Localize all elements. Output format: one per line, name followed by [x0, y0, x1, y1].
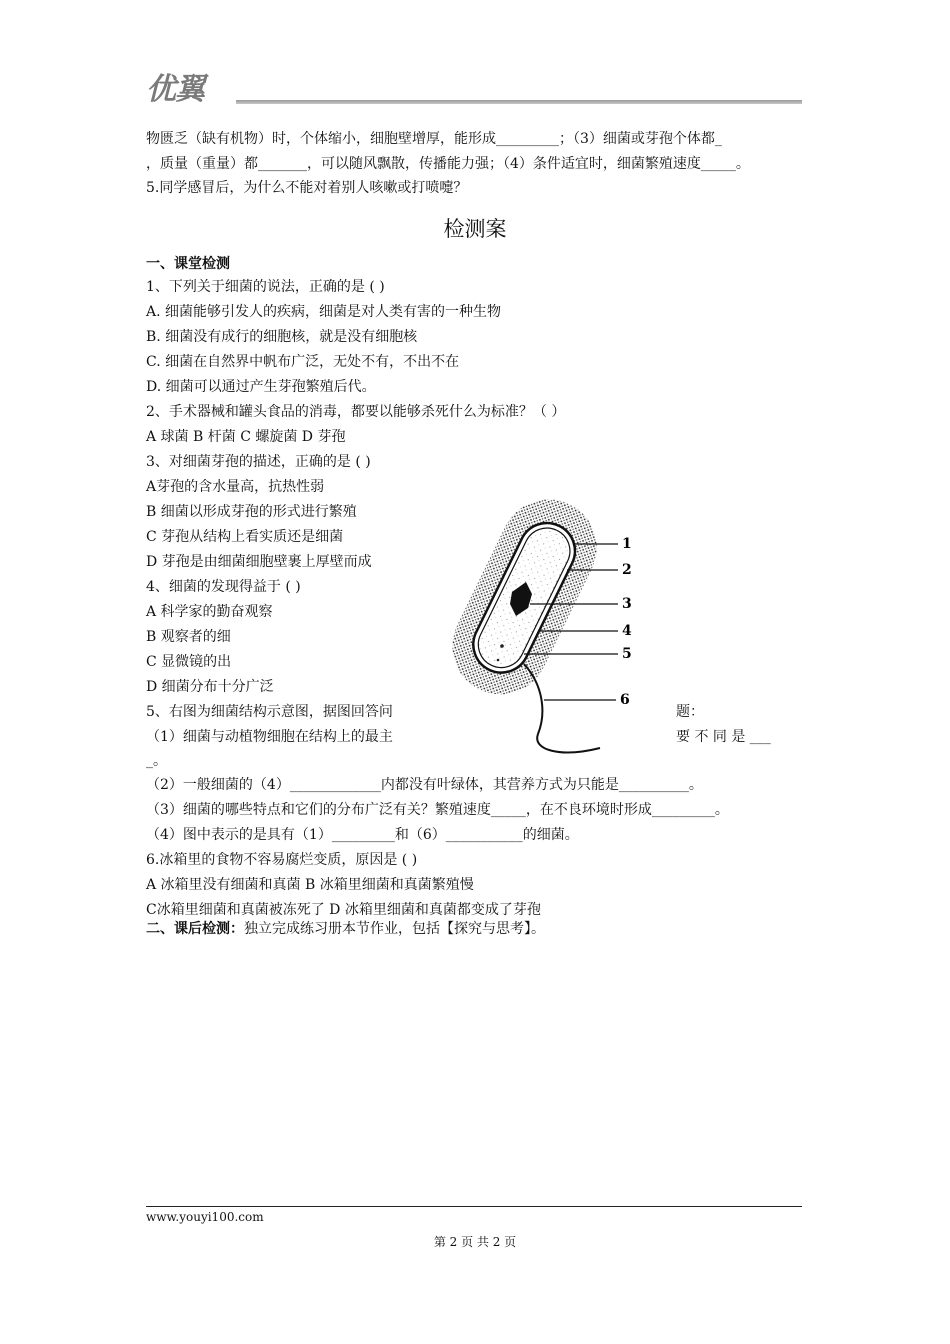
intro-line-1: 物匮乏（缺有机物）时，个体缩小，细胞壁增厚，能形成_________；（3）细菌或芽孢个体都_ [146, 131, 722, 147]
q1-option-c: C. 细菌在自然界中帆布广泛，无处不有，不出不在 [146, 354, 460, 370]
q1-option-a: A. 细菌能够引发人的疾病，细菌是对人类有害的一种生物 [146, 304, 502, 320]
q6-options-ab: A 冰箱里没有细菌和真菌 B 冰箱里细菌和真菌繁殖慢 [146, 877, 474, 893]
q1-stem: 1、下列关于细菌的说法，正确的是 ( ) [146, 279, 385, 295]
q6-options-cd: C冰箱里细菌和真菌被冻死了 D 冰箱里细菌和真菌都变成了芽孢 [146, 902, 541, 918]
q3-stem: 3、对细菌芽孢的描述，正确的是 ( ) [146, 454, 371, 470]
q5-stem: 5、右图为细菌结构示意图，据图回答问 [146, 704, 393, 720]
q5-part1-continued: _。 [146, 753, 167, 769]
section2-text: 独立完成练习册本节作业，包括【探究与思考】。 [244, 921, 545, 937]
label-2: 2 [622, 562, 632, 578]
q6-stem: 6.冰箱里的食物不容易腐烂变质，原因是 ( ) [146, 852, 418, 868]
q4-option-c: C 显微镜的出 [146, 654, 232, 670]
q3-option-b: B 细菌以形成芽孢的形式进行繁殖 [146, 504, 357, 520]
bacteria-diagram [440, 496, 660, 756]
label-6: 6 [620, 692, 630, 708]
q5-stem-end: 题： [676, 704, 704, 720]
header-rule [236, 100, 802, 104]
q5-part2: （2）一般细菌的（4）_____________内都没有叶绿体，其营养方式为只能是__________。 [146, 777, 703, 793]
q4-option-a: A 科学家的勤奋观察 [146, 604, 273, 620]
label-1: 1 [622, 536, 632, 552]
page-number: 第 2 页 共 2 页 [433, 1235, 517, 1249]
footer-rule [146, 1206, 802, 1207]
q4-stem: 4、细菌的发现得益于 ( ) [146, 579, 301, 595]
q4-option-b: B 观察者的细 [146, 629, 231, 645]
granule [500, 644, 504, 648]
section-title: 检测案 [443, 217, 507, 241]
q2-options: A 球菌 B 杆菌 C 螺旋菌 D 芽孢 [146, 429, 346, 445]
section2 [146, 920, 545, 938]
intro-line-2: ，质量（重量）都_______，可以随风飘散，传播能力强；（4）条件适宜时，细菌繁殖速度_____。 [146, 156, 750, 172]
q3-option-d: D 芽孢是由细菌细胞壁裹上厚壁而成 [146, 554, 372, 570]
q5-part1: （1）细菌与动植物细胞在结构上的最主 [146, 729, 393, 745]
q4-option-d: D 细菌分布十分广泛 [146, 679, 274, 695]
granule [497, 659, 500, 662]
logo: 优翼 [146, 72, 204, 107]
q3-option-a: A芽孢的含水量高，抗热性弱 [146, 479, 325, 495]
label-5: 5 [622, 646, 632, 662]
intro-line-3: 5.同学感冒后，为什么不能对着别人咳嗽或打喷嚏？ [146, 180, 468, 196]
q1-option-d: D. 细菌可以通过产生芽孢繁殖后代。 [146, 379, 376, 395]
q1-option-b: B. 细菌没有成行的细胞核，就是没有细胞核 [146, 329, 418, 345]
q5-part4: （4）图中表示的是具有（1）_________和（6）___________的细菌。 [146, 827, 579, 843]
section1-heading: 一、课堂检测 [146, 256, 230, 272]
q5-part3: （3）细菌的哪些特点和它们的分布广泛有关？繁殖速度_____，在不良环境时形成_________。 [146, 802, 729, 818]
label-3: 3 [622, 596, 632, 612]
q2-stem: 2、手术器械和罐头食品的消毒，都要以能够杀死什么为标准？（ ） [146, 404, 566, 420]
section2-heading: 二、课后检测： [146, 921, 244, 937]
q3-option-c: C 芽孢从结构上看实质还是细菌 [146, 529, 344, 545]
footer-url: www.youyi100.com [146, 1210, 264, 1224]
label-4: 4 [622, 623, 632, 639]
q5-part1-end: 要 不 同 是 ___ [676, 729, 771, 745]
